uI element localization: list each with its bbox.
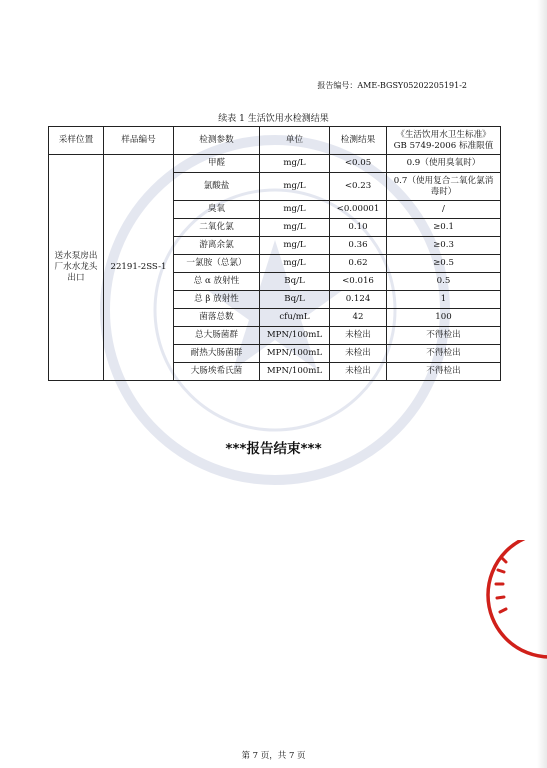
param-cell: 二氧化氯 bbox=[174, 219, 260, 237]
param-cell: 臭氧 bbox=[174, 201, 260, 219]
param-cell: 总大肠菌群 bbox=[174, 327, 260, 345]
result-cell: 未检出 bbox=[330, 363, 387, 381]
limit-cell: ≥0.1 bbox=[387, 219, 501, 237]
limit-cell: 不得检出 bbox=[387, 327, 501, 345]
unit-cell: MPN/100mL bbox=[260, 363, 330, 381]
unit-cell: mg/L bbox=[260, 173, 330, 201]
page-footer: 第 7 页，共 7 页 bbox=[241, 751, 306, 761]
unit-cell: MPN/100mL bbox=[260, 327, 330, 345]
param-cell: 总 β 放射性 bbox=[174, 291, 260, 309]
param-cell: 游离余氯 bbox=[174, 237, 260, 255]
limit-cell: 不得检出 bbox=[387, 363, 501, 381]
result-cell: 未检出 bbox=[330, 327, 387, 345]
param-cell: 大肠埃希氏菌 bbox=[174, 363, 260, 381]
column-header: 检测参数 bbox=[174, 127, 260, 155]
sampling-location: 送水泵房出厂水水龙头出口 bbox=[49, 155, 104, 381]
limit-cell: ≥0.5 bbox=[387, 255, 501, 273]
unit-cell: mg/L bbox=[260, 219, 330, 237]
table-row bbox=[49, 155, 501, 173]
limit-cell: / bbox=[387, 201, 501, 219]
column-header: 《生活饮用水卫生标准》GB 5749-2006 标准限值 bbox=[387, 127, 501, 155]
unit-cell: mg/L bbox=[260, 237, 330, 255]
param-cell: 氯酸盐 bbox=[174, 173, 260, 201]
table-title: 续表 1 生活饮用水检测结果 bbox=[218, 114, 329, 124]
param-cell: 甲醛 bbox=[174, 155, 260, 173]
param-cell: 总 α 放射性 bbox=[174, 273, 260, 291]
param-cell: 耐热大肠菌群 bbox=[174, 345, 260, 363]
param-cell: 菌落总数 bbox=[174, 309, 260, 327]
column-header: 单位 bbox=[260, 127, 330, 155]
unit-cell: mg/L bbox=[260, 255, 330, 273]
result-cell: 0.62 bbox=[330, 255, 387, 273]
result-cell: 0.10 bbox=[330, 219, 387, 237]
unit-cell: mg/L bbox=[260, 155, 330, 173]
report-number: 报告编号：AME-BGSY05202205191-2 bbox=[317, 81, 467, 90]
unit-cell: cfu/mL bbox=[260, 309, 330, 327]
result-cell: <0.016 bbox=[330, 273, 387, 291]
result-cell: <0.23 bbox=[330, 173, 387, 201]
results-table bbox=[48, 126, 501, 381]
sample-id: 22191-2SS-1 bbox=[104, 155, 174, 381]
column-header: 样品编号 bbox=[104, 127, 174, 155]
table-header-row bbox=[49, 127, 501, 155]
report-end-marker: ***报告结束*** bbox=[225, 441, 322, 457]
result-cell: <0.05 bbox=[330, 155, 387, 173]
limit-cell: 不得检出 bbox=[387, 345, 501, 363]
result-cell: 未检出 bbox=[330, 345, 387, 363]
result-cell: 0.124 bbox=[330, 291, 387, 309]
limit-cell: 0.7（使用复合二氧化氯消毒时） bbox=[387, 173, 501, 201]
column-header: 采样位置 bbox=[49, 127, 104, 155]
unit-cell: mg/L bbox=[260, 201, 330, 219]
limit-cell: ≥0.3 bbox=[387, 237, 501, 255]
result-cell: 42 bbox=[330, 309, 387, 327]
unit-cell: Bq/L bbox=[260, 273, 330, 291]
param-cell: 一氯胺（总氯） bbox=[174, 255, 260, 273]
limit-cell: 0.9（使用臭氧时） bbox=[387, 155, 501, 173]
result-cell: 0.36 bbox=[330, 237, 387, 255]
company-stamp-icon bbox=[440, 540, 547, 670]
unit-cell: Bq/L bbox=[260, 291, 330, 309]
unit-cell: MPN/100mL bbox=[260, 345, 330, 363]
limit-cell: 100 bbox=[387, 309, 501, 327]
result-cell: <0.00001 bbox=[330, 201, 387, 219]
limit-cell: 0.5 bbox=[387, 273, 501, 291]
limit-cell: 1 bbox=[387, 291, 501, 309]
column-header: 检测结果 bbox=[330, 127, 387, 155]
